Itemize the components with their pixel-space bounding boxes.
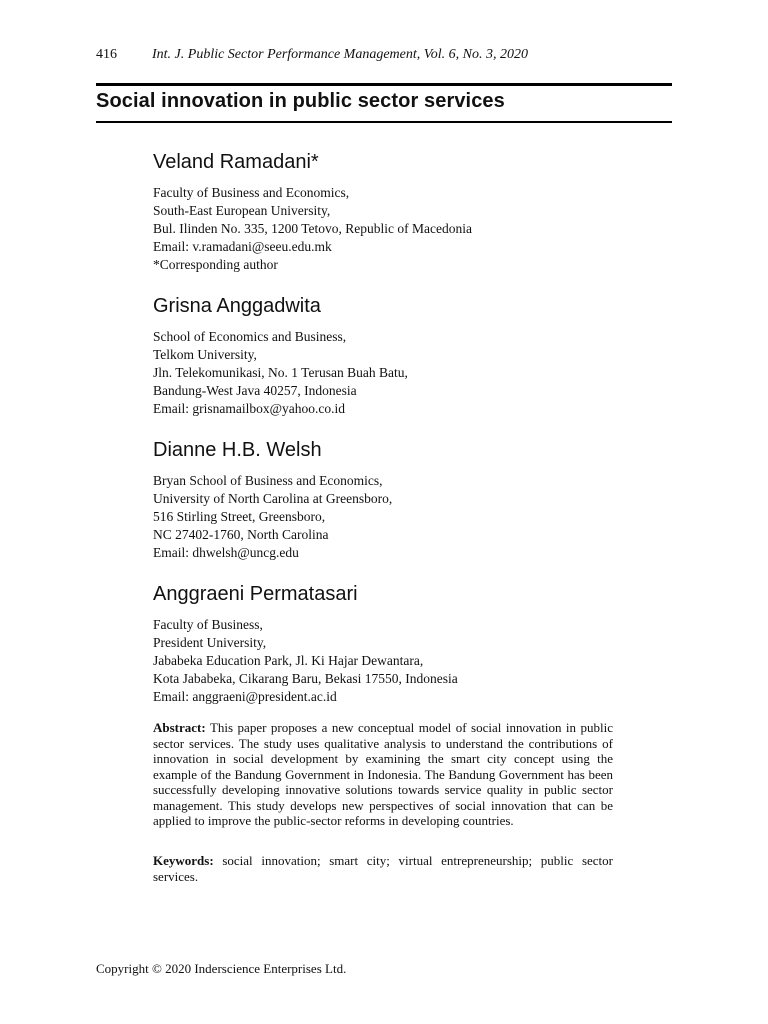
author-name: Grisna Anggadwita xyxy=(153,295,321,317)
author-list xyxy=(153,148,623,724)
keywords xyxy=(153,853,613,884)
affiliation-line: Jln. Telekomunikasi, No. 1 Terusan Buah Batu, xyxy=(153,365,408,380)
title-top-rule xyxy=(96,83,672,86)
journal-reference: Int. J. Public Sector Performance Management, Vol. 6, No. 3, 2020 xyxy=(152,47,528,62)
corresponding-author-note: *Corresponding author xyxy=(153,257,278,272)
paper-title: Social innovation in public sector services xyxy=(96,90,505,112)
author-block xyxy=(153,580,623,706)
author-name: Anggraeni Permatasari xyxy=(153,583,358,605)
author-block xyxy=(153,292,623,418)
affiliation-line: Jababeka Education Park, Jl. Ki Hajar Dewantara, xyxy=(153,653,424,668)
abstract-label: Abstract: xyxy=(153,720,206,735)
affiliation-line: Faculty of Business, xyxy=(153,617,263,632)
author-block xyxy=(153,148,623,274)
affiliation-line: South-East European University, xyxy=(153,203,331,218)
keywords-text: social innovation; smart city; virtual entrepreneurship; public sector services. xyxy=(153,853,613,884)
affiliation-line: President University, xyxy=(153,635,267,650)
affiliation-line: NC 27402-1760, North Carolina xyxy=(153,527,329,542)
affiliation-line: University of North Carolina at Greensboro, xyxy=(153,491,393,506)
affiliation-line: 516 Stirling Street, Greensboro, xyxy=(153,509,326,524)
author-email: Email: dhwelsh@uncg.edu xyxy=(153,545,299,560)
author-email: Email: grisnamailbox@yahoo.co.id xyxy=(153,401,346,416)
page-number: 416 xyxy=(96,47,117,62)
title-bottom-rule xyxy=(96,121,672,123)
keywords-label: Keywords: xyxy=(153,853,214,868)
affiliation-line: Telkom University, xyxy=(153,347,257,362)
author-name: Dianne H.B. Welsh xyxy=(153,439,322,461)
author-email: Email: anggraeni@president.ac.id xyxy=(153,689,337,704)
affiliation-line: Faculty of Business and Economics, xyxy=(153,185,350,200)
affiliation-line: Bul. Ilinden No. 335, 1200 Tetovo, Republic of Macedonia xyxy=(153,221,473,236)
abstract xyxy=(153,720,613,829)
author-block xyxy=(153,436,623,562)
author-email: Email: v.ramadani@seeu.edu.mk xyxy=(153,239,332,254)
copyright-notice: Copyright © 2020 Inderscience Enterprises Ltd. xyxy=(96,961,347,976)
affiliation-line: School of Economics and Business, xyxy=(153,329,347,344)
affiliation-line: Kota Jababeka, Cikarang Baru, Bekasi 17550, Indonesia xyxy=(153,671,458,686)
running-header xyxy=(96,47,672,63)
affiliation-line: Bryan School of Business and Economics, xyxy=(153,473,383,488)
author-name: Veland Ramadani* xyxy=(153,151,319,173)
abstract-text: This paper proposes a new conceptual model of social innovation in public sector services. The study uses qualitative analysis to understand the contributions of innovation in social development by examining the smart city concept using the example of the Bandung Government in Indonesia. The Bandung Government has been successfully developing innovative solutions towards service quality in public sector management. This study develops new perspectives of social innovation that can be applied to improve the public-sector reforms in developing countries. xyxy=(153,720,613,828)
affiliation-line: Bandung-West Java 40257, Indonesia xyxy=(153,383,357,398)
